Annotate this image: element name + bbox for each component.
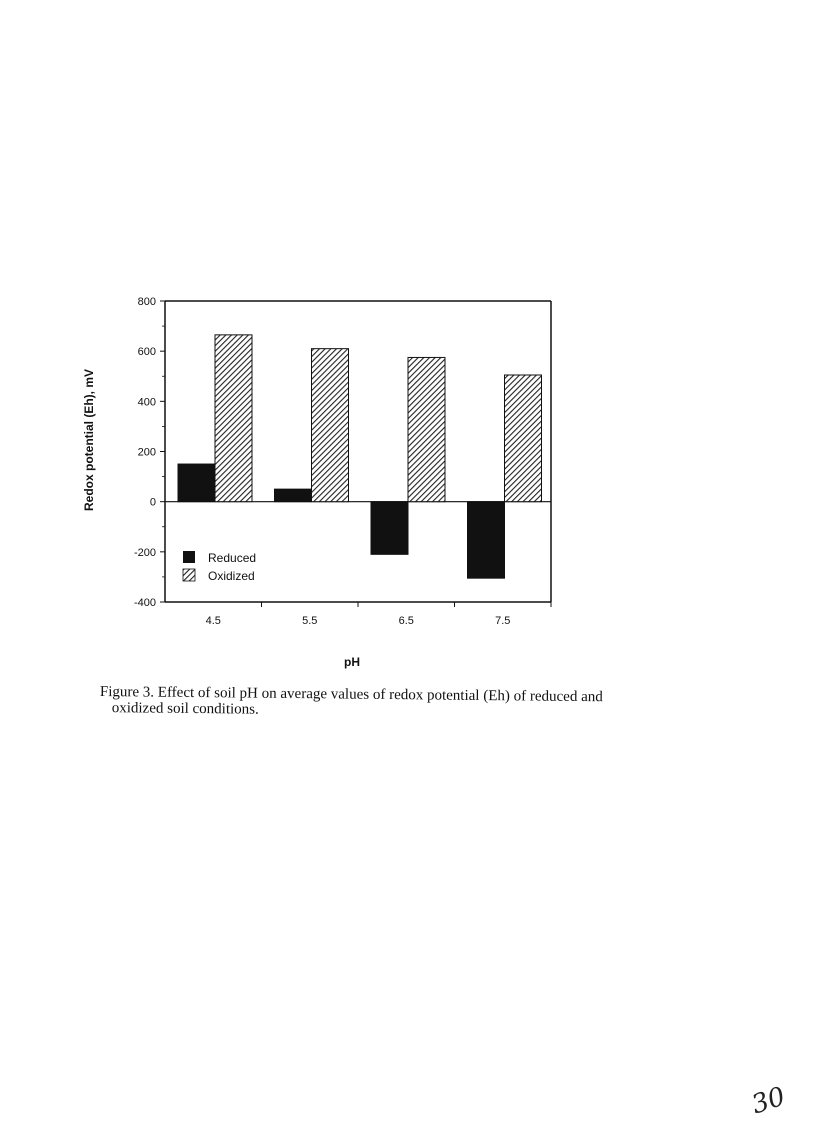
y-tick-label: 600	[137, 346, 156, 359]
caption-line-1: Figure 3. Effect of soil pH on average values of redox potential (Eh) of reduced and	[99, 684, 603, 706]
bar-oxidized-5-5	[312, 349, 349, 502]
bar-reduced-7-5	[468, 502, 505, 579]
legend-label-oxidized: Oxidized	[208, 569, 255, 583]
y-tick-label: 400	[137, 396, 156, 409]
bar-oxidized-6-5	[408, 357, 445, 501]
x-axis-title: pH	[344, 655, 360, 669]
x-tick-label: 6.5	[398, 615, 414, 627]
y-tick-label: 200	[137, 446, 156, 459]
y-tick-label: -400	[133, 597, 156, 609]
bar-oxidized-4-5	[215, 335, 252, 502]
chart-labels	[82, 296, 510, 669]
figure-caption	[100, 684, 680, 722]
y-tick-label: 800	[137, 296, 156, 308]
x-tick-label: 5.5	[302, 615, 318, 627]
chart-legend	[183, 551, 256, 583]
legend-swatch-oxidized	[183, 569, 195, 581]
y-tick-label: -200	[133, 546, 156, 559]
legend-swatch-reduced	[183, 551, 195, 563]
x-tick-label: 7.5	[495, 615, 511, 627]
bar-oxidized-7-5	[505, 375, 542, 502]
chart-bars	[178, 335, 542, 578]
y-axis-title: Redox potential (Eh), mV	[82, 368, 96, 512]
legend-label-reduced: Reduced	[208, 551, 257, 565]
bar-reduced-5-5	[275, 489, 312, 502]
y-tick-label: 0	[149, 496, 156, 509]
caption-line-2: oxidized soil conditions.	[111, 700, 259, 718]
handwritten-page-number: 30	[748, 1081, 789, 1121]
bar-reduced-4-5	[178, 464, 215, 502]
x-tick-label: 4.5	[205, 615, 221, 627]
bar-reduced-6-5	[371, 502, 408, 555]
